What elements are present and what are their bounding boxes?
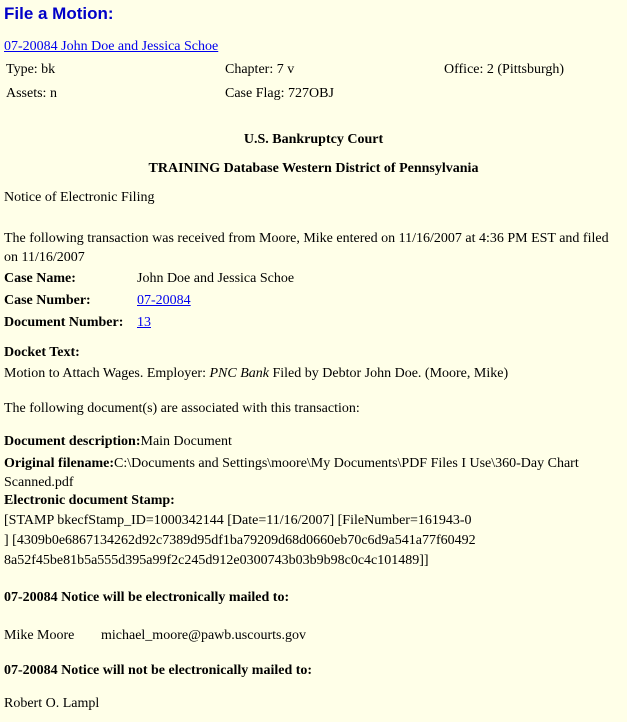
case-office: Office: 2 (Pittsburgh): [444, 62, 565, 77]
case-flag: Case Flag: 727OBJ: [225, 86, 334, 101]
docket-text: [4, 366, 508, 382]
document-number-link[interactable]: 13: [137, 315, 151, 330]
document-description-value: Main Document: [140, 434, 232, 449]
document-stamp-line-1: [STAMP bkecfStamp_ID=1000342144 [Date=11/16/2007] [FileNumber=161943-0: [4, 513, 472, 528]
case-chapter: Chapter: 7 v: [225, 62, 295, 77]
non-electronic-recipient-name: Robert O. Lampl: [4, 696, 100, 711]
court-district: TRAINING Database Western District of Pennsylvania: [148, 161, 479, 176]
case-type: Type: bk: [6, 62, 56, 77]
page-title: File a Motion:: [4, 4, 114, 23]
notice-title: Notice of Electronic Filing: [4, 190, 155, 205]
transaction-intro: The following transaction was received from Moore, Mike entered on 11/16/2007 at 4:36 PM EST and filed on 11/16/2007: [4, 231, 609, 265]
document-description-label: Document description:: [4, 434, 141, 449]
non-electronic-mail-heading: 07-20084 Notice will not be electronically mailed to:: [4, 663, 313, 678]
case-name-value: John Doe and Jessica Schoe: [137, 271, 295, 286]
court-name: U.S. Bankruptcy Court: [243, 132, 384, 147]
original-filename-label: Original filename:: [4, 456, 115, 471]
electronic-recipient-email: michael_moore@pawb.uscourts.gov: [101, 628, 306, 643]
electronic-recipient-name: Mike Moore: [4, 628, 75, 643]
original-filename-value: C:\Documents and Settings\moore\My Documents\PDF Files I Use\360-Day Chart Scanned.pdf: [4, 456, 579, 490]
case-link[interactable]: 07-20084 John Doe and Jessica Schoe: [4, 39, 219, 54]
docket-employer: PNC Bank: [209, 366, 269, 381]
document-stamp-line-3: 8a52f45be81b5a555d395a99f2c245d912e0300743b03b9b98c0c4c101489]]: [4, 553, 429, 568]
document-number-label: Document Number:: [4, 315, 124, 330]
case-assets: Assets: n: [6, 86, 57, 101]
docket-text-after: Filed by Debtor John Doe. (Moore, Mike): [268, 366, 509, 381]
document-stamp-label: Electronic document Stamp:: [4, 493, 175, 508]
document-stamp-line-2: ] [4309b0e6867134262d92c7389d95df1ba79209d68d0660eb70c6d9a541a77f60492: [4, 533, 476, 548]
document-description: [4, 434, 232, 450]
case-name-label: Case Name:: [4, 271, 76, 286]
case-number-label: Case Number:: [4, 293, 91, 308]
documents-intro: The following document(s) are associated with this transaction:: [4, 401, 360, 416]
case-number-link[interactable]: 07-20084: [137, 293, 191, 308]
docket-text-before: Motion to Attach Wages. Employer:: [4, 366, 210, 381]
electronic-mail-heading: 07-20084 Notice will be electronically mailed to:: [4, 590, 290, 605]
original-filename: [4, 454, 622, 492]
docket-text-label: Docket Text:: [4, 345, 80, 360]
